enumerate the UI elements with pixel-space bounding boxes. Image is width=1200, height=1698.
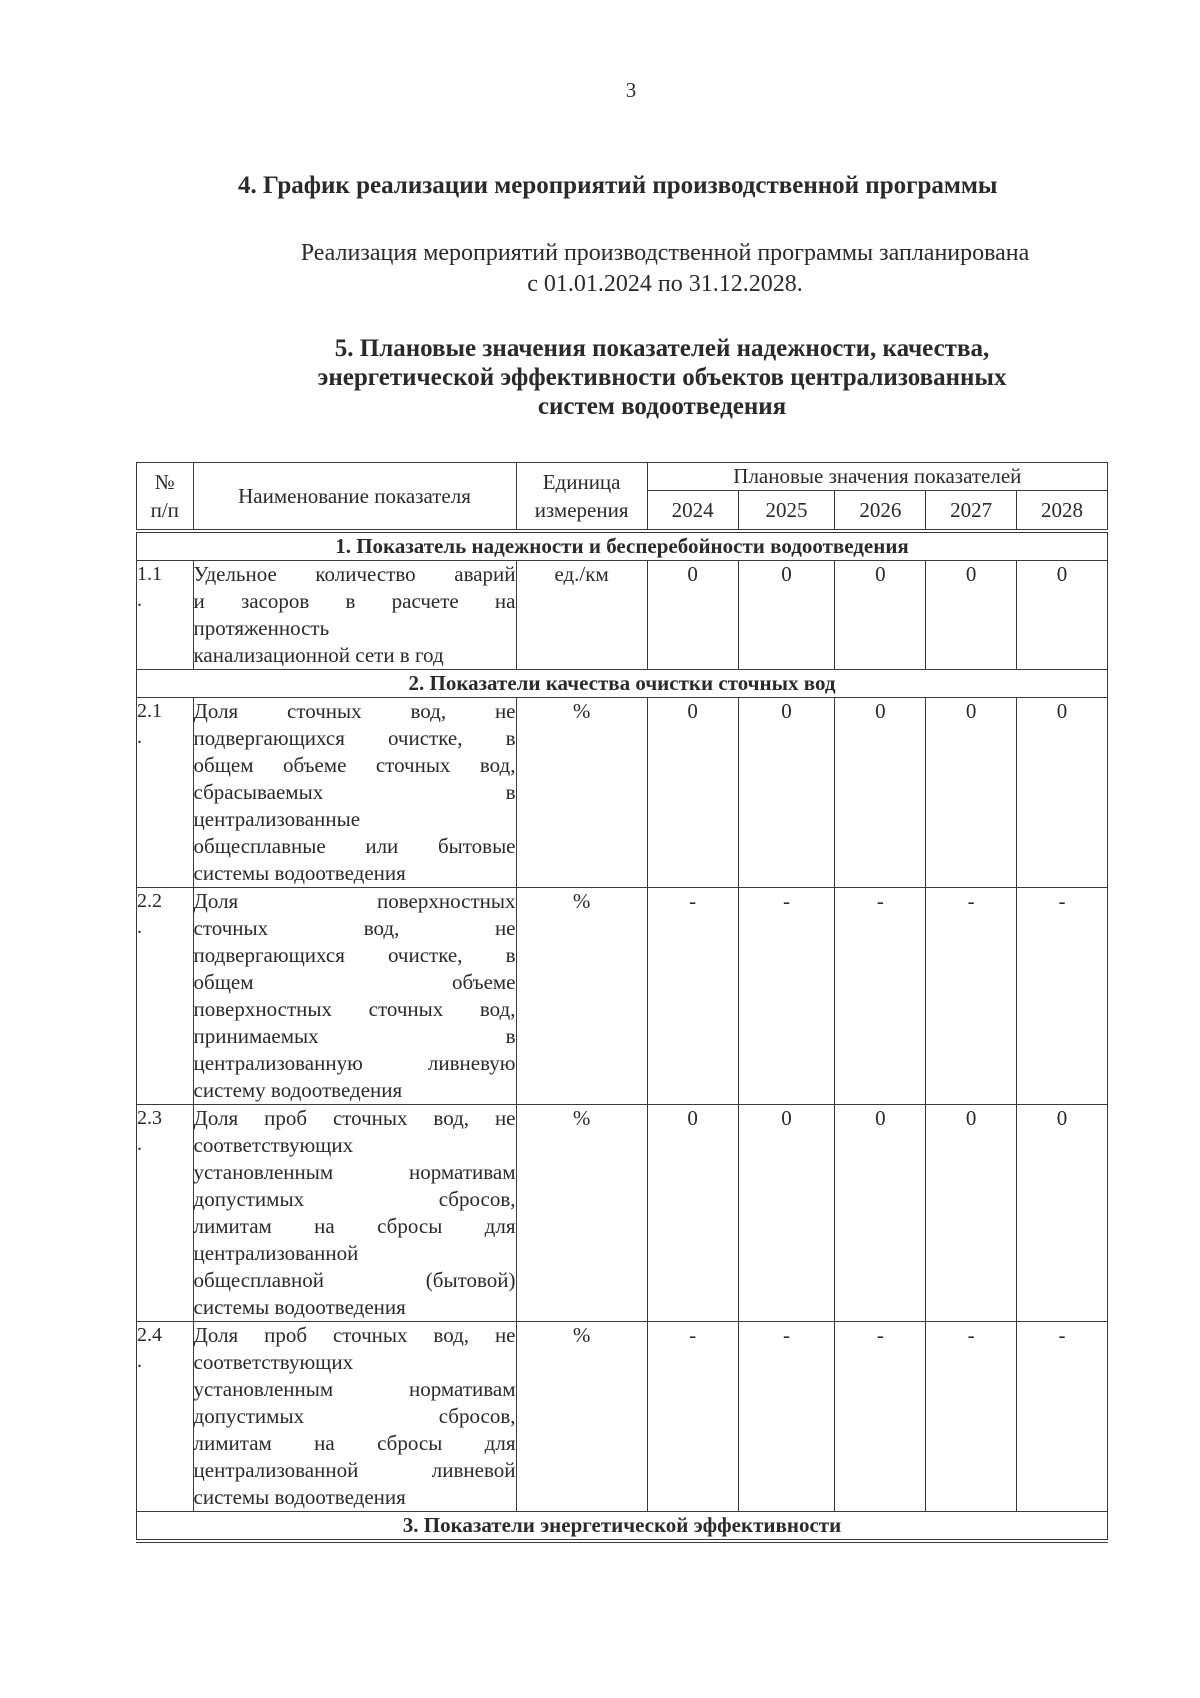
row-number-line-1: 2.1 — [137, 700, 162, 722]
value-2024: 0 — [647, 698, 738, 888]
indicator-name-line: системы водоотведения — [193, 1485, 406, 1509]
value-2028: - — [1017, 1322, 1108, 1512]
indicator-name — [193, 1105, 516, 1322]
row-number-line-2: . — [137, 589, 142, 611]
indicator-name-line: общесплавной (бытовой) — [193, 1268, 516, 1292]
section-5-heading-line-3: систем водоотведения — [537, 393, 787, 420]
row-number — [137, 561, 194, 670]
indicators-table — [136, 462, 1108, 1543]
indicator-name-line: и засоров в расчете на — [193, 589, 516, 613]
value-2025: 0 — [738, 698, 835, 888]
value-2025: 0 — [738, 561, 835, 670]
row-number-line-1: 2.4 — [137, 1324, 162, 1346]
indicator-name-line: общем объеме сточных вод, — [193, 753, 516, 777]
row-number-line-2: . — [137, 1350, 142, 1372]
table-row — [137, 561, 1108, 670]
header-year-2027: 2027 — [926, 491, 1017, 532]
implementation-period-text — [230, 238, 1100, 300]
page-number: 3 — [625, 78, 637, 102]
section-5-heading — [232, 334, 1092, 421]
indicator-name-line: установленным нормативам — [193, 1160, 516, 1184]
value-2025: - — [738, 888, 835, 1105]
indicator-name-line: системы водоотведения — [193, 1295, 406, 1319]
row-number — [137, 698, 194, 888]
implementation-text-line-2: с 01.01.2024 по 31.12.2028. — [527, 271, 803, 297]
value-2026: 0 — [835, 1105, 926, 1322]
table-row — [137, 1105, 1108, 1322]
indicator-name — [193, 561, 516, 670]
header-year-2028: 2028 — [1017, 491, 1108, 532]
value-2026: - — [835, 888, 926, 1105]
indicator-name-line: системы водоотведения — [193, 861, 406, 885]
indicator-name-line: Доля сточных вод, не — [193, 699, 516, 723]
table-row — [137, 698, 1108, 888]
value-2027: 0 — [926, 561, 1017, 670]
indicator-name-line: принимаемых в — [193, 1024, 516, 1048]
value-2026: - — [835, 1322, 926, 1512]
section-title: 3. Показатели энергетической эффективности — [137, 1512, 1108, 1542]
section-5-heading-line-1: 5. Плановые значения показателей надежности, качества, — [334, 335, 990, 362]
indicator-name-line: систему водоотведения — [193, 1078, 403, 1102]
header-number-line-2: п/п — [150, 498, 179, 522]
value-2028: 0 — [1017, 698, 1108, 888]
value-2024: - — [647, 888, 738, 1105]
header-year-2024: 2024 — [647, 491, 738, 532]
header-year-2025: 2025 — [738, 491, 835, 532]
indicator-name-line: Удельное количество аварий — [193, 562, 516, 586]
indicator-name-line: поверхностных сточных вод, — [193, 997, 516, 1021]
row-number-line-1: 2.2 — [137, 890, 162, 912]
row-number — [137, 1105, 194, 1322]
indicator-name-line: сточных вод, не — [193, 916, 516, 940]
value-2026: 0 — [835, 561, 926, 670]
indicator-name-line: централизованной — [193, 1241, 359, 1265]
section-row — [137, 670, 1108, 698]
indicator-name-line: лимитам на сбросы для — [193, 1431, 516, 1455]
indicator-name-line: Доля проб сточных вод, не — [193, 1323, 516, 1347]
section-4-heading: 4. График реализации мероприятий производственной программы — [238, 172, 998, 199]
header-planned-values: Плановые значения показателей — [647, 463, 1107, 491]
value-2025: - — [738, 1322, 835, 1512]
header-indicator-name: Наименование показателя — [193, 463, 516, 532]
value-2025: 0 — [738, 1105, 835, 1322]
indicator-name-line: установленным нормативам — [193, 1377, 516, 1401]
value-2027: - — [926, 1322, 1017, 1512]
unit-cell: % — [516, 698, 647, 888]
table-row — [137, 888, 1108, 1105]
value-2027: - — [926, 888, 1017, 1105]
table-row — [137, 1322, 1108, 1512]
indicator-name-line: допустимых сбросов, — [193, 1187, 516, 1211]
table-body — [137, 531, 1108, 1541]
value-2027: 0 — [926, 1105, 1017, 1322]
indicator-name — [193, 888, 516, 1105]
header-unit-line-2: измерения — [534, 498, 629, 522]
indicator-name-line: централизованные — [193, 807, 361, 831]
header-number-line-1: № — [154, 470, 175, 494]
indicator-name-line: подвергающихся очистке, в — [193, 943, 516, 967]
value-2028: 0 — [1017, 561, 1108, 670]
indicator-name-line: соответствующих — [193, 1350, 354, 1374]
row-number — [137, 888, 194, 1105]
row-number-line-1: 1.1 — [137, 563, 162, 585]
unit-cell: % — [516, 888, 647, 1105]
indicator-name-line: сбрасываемых в — [193, 780, 516, 804]
indicator-name-line: централизованную ливневую — [193, 1051, 516, 1075]
unit-cell: % — [516, 1105, 647, 1322]
section-row — [137, 531, 1108, 561]
value-2026: 0 — [835, 698, 926, 888]
indicator-name-line: централизованной ливневой — [193, 1458, 516, 1482]
indicator-name — [193, 698, 516, 888]
indicator-name-line: общем объеме — [193, 970, 516, 994]
indicator-name-line: допустимых сбросов, — [193, 1404, 516, 1428]
value-2024: - — [647, 1322, 738, 1512]
indicator-name — [193, 1322, 516, 1512]
section-5-heading-line-2: энергетической эффективности объектов централизованных — [317, 364, 1007, 391]
indicator-name-line: канализационной сети в год — [193, 643, 444, 667]
indicator-name-line: общесплавные или бытовые — [193, 834, 516, 858]
value-2024: 0 — [647, 561, 738, 670]
indicator-name-line: Доля проб сточных вод, не — [193, 1106, 516, 1130]
header-unit — [516, 463, 647, 532]
indicator-name-line: протяженность — [193, 616, 330, 640]
unit-cell: % — [516, 1322, 647, 1512]
value-2028: - — [1017, 888, 1108, 1105]
row-number-line-2: . — [137, 1133, 142, 1155]
implementation-text-line-1: Реализация мероприятий производственной программы запланирована — [300, 240, 1030, 266]
unit-cell: ед./км — [516, 561, 647, 670]
indicator-name-line: Доля поверхностных — [193, 889, 516, 913]
row-number-line-1: 2.3 — [137, 1107, 162, 1129]
section-title: 2. Показатели качества очистки сточных вод — [137, 670, 1108, 698]
row-number — [137, 1322, 194, 1512]
section-row — [137, 1512, 1108, 1542]
value-2028: 0 — [1017, 1105, 1108, 1322]
section-title: 1. Показатель надежности и бесперебойности водоотведения — [137, 531, 1108, 561]
indicator-name-line: соответствующих — [193, 1133, 354, 1157]
indicator-name-line: лимитам на сбросы для — [193, 1214, 516, 1238]
header-number — [137, 463, 194, 532]
row-number-line-2: . — [137, 916, 142, 938]
header-year-2026: 2026 — [835, 491, 926, 532]
header-unit-line-1: Единица — [542, 470, 621, 494]
value-2027: 0 — [926, 698, 1017, 888]
row-number-line-2: . — [137, 726, 142, 748]
indicator-name-line: подвергающихся очистке, в — [193, 726, 516, 750]
value-2024: 0 — [647, 1105, 738, 1322]
